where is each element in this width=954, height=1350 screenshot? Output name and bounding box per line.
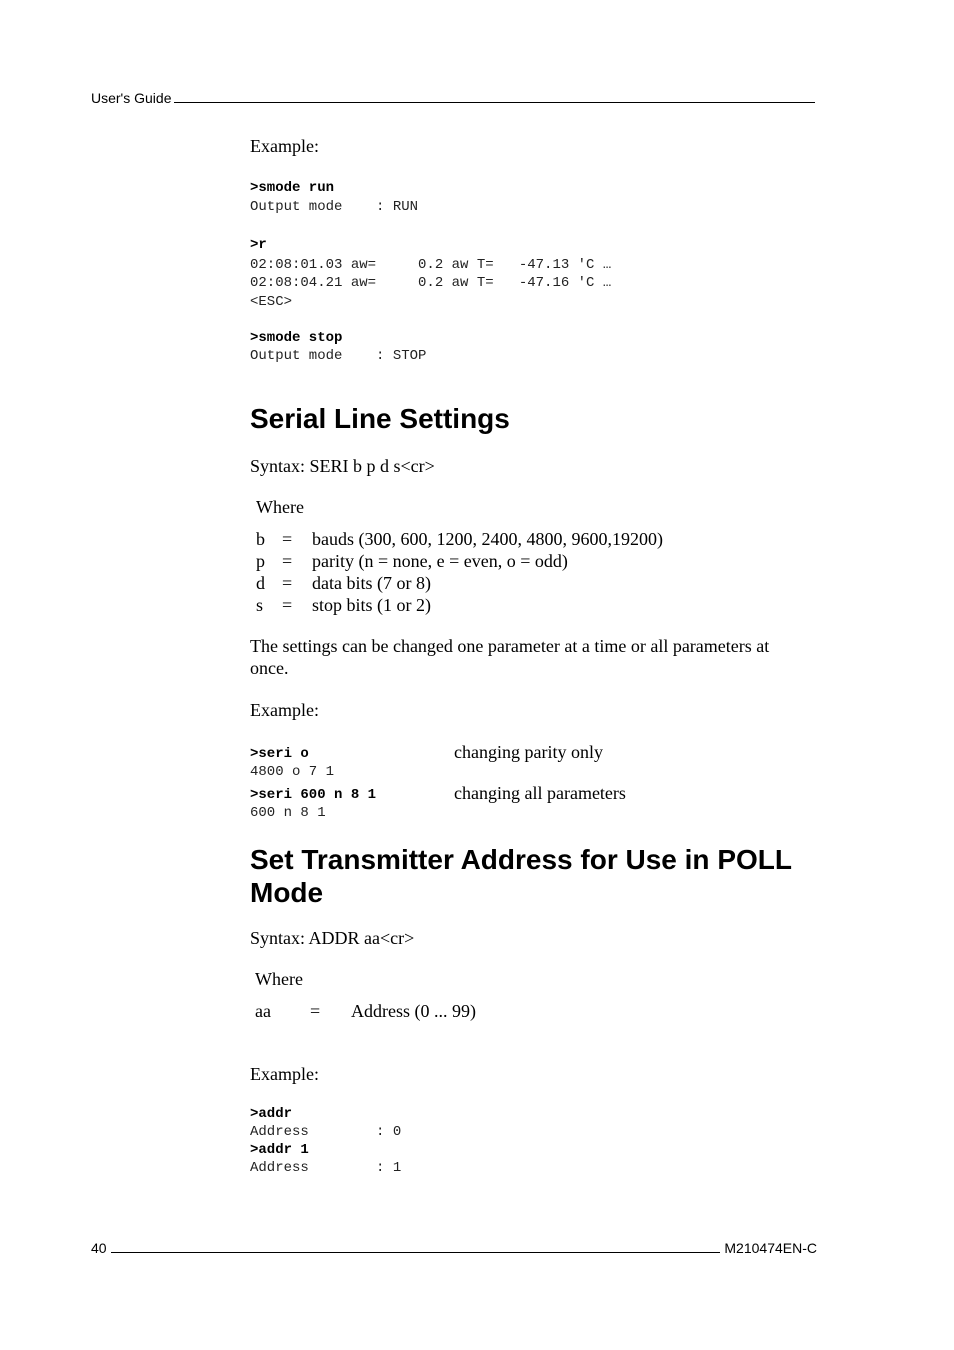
code-line: >r [250, 237, 267, 253]
document-code: M210474EN-C [724, 1240, 817, 1256]
body-text: once. [250, 658, 289, 678]
body-text: The settings can be changed one parameter at a time or all parameters at [250, 636, 770, 656]
where-label: Where [255, 969, 303, 989]
header-rule [174, 90, 815, 103]
code-line: >seri o [250, 746, 309, 762]
footer-rule [111, 1240, 721, 1253]
code-line: Output mode : RUN [250, 199, 419, 215]
page-number: 40 [91, 1240, 107, 1256]
section-heading-serial: Serial Line Settings [250, 403, 510, 434]
code-line: Address : 0 [250, 1124, 402, 1140]
section-heading-addr [250, 843, 830, 909]
example-label: Example: [250, 136, 319, 156]
param-equals: = [282, 551, 293, 571]
code-line: >seri 600 n 8 1 [250, 787, 377, 803]
param-equals: = [310, 1001, 321, 1021]
heading-line: Mode [250, 877, 324, 908]
code-comment: changing all parameters [454, 783, 626, 803]
page-header [91, 90, 815, 106]
code-comment: changing parity only [454, 742, 603, 762]
code-line: <ESC> [250, 294, 293, 310]
where-label: Where [256, 497, 304, 517]
param-description: parity (n = none, e = even, o = odd) [312, 551, 568, 571]
page-footer [91, 1240, 817, 1256]
param-description: stop bits (1 or 2) [312, 595, 431, 615]
example-label: Example: [250, 1064, 319, 1084]
code-line: >smode stop [250, 330, 343, 346]
param-symbol: aa [255, 1001, 271, 1021]
param-description: Address (0 ... 99) [351, 1001, 476, 1021]
code-line: 02:08:04.21 aw= 0.2 aw T= -47.16 'C … [250, 275, 612, 291]
code-line: 600 n 8 1 [250, 805, 326, 821]
param-symbol: d [256, 573, 265, 593]
param-description: data bits (7 or 8) [312, 573, 431, 593]
syntax-text: Syntax: SERI b p d s<cr> [250, 456, 435, 476]
code-line: Address : 1 [250, 1160, 402, 1176]
param-description: bauds (300, 600, 1200, 2400, 4800, 9600,19200) [312, 529, 663, 549]
code-line: >addr 1 [250, 1142, 309, 1158]
param-equals: = [282, 573, 293, 593]
param-symbol: b [256, 529, 265, 549]
code-line: 4800 o 7 1 [250, 764, 335, 780]
param-symbol: p [256, 551, 265, 571]
heading-line: Set Transmitter Address for Use in POLL [250, 844, 792, 875]
header-title: User's Guide [91, 90, 172, 106]
param-equals: = [282, 529, 293, 549]
param-equals: = [282, 595, 293, 615]
syntax-text: Syntax: ADDR aa<cr> [250, 928, 415, 948]
code-line: 02:08:01.03 aw= 0.2 aw T= -47.13 'C … [250, 257, 612, 273]
code-line: >addr [250, 1106, 293, 1122]
example-label: Example: [250, 700, 319, 720]
code-line: >smode run [250, 180, 335, 196]
param-symbol: s [256, 595, 264, 615]
code-line: Output mode : STOP [250, 348, 427, 364]
